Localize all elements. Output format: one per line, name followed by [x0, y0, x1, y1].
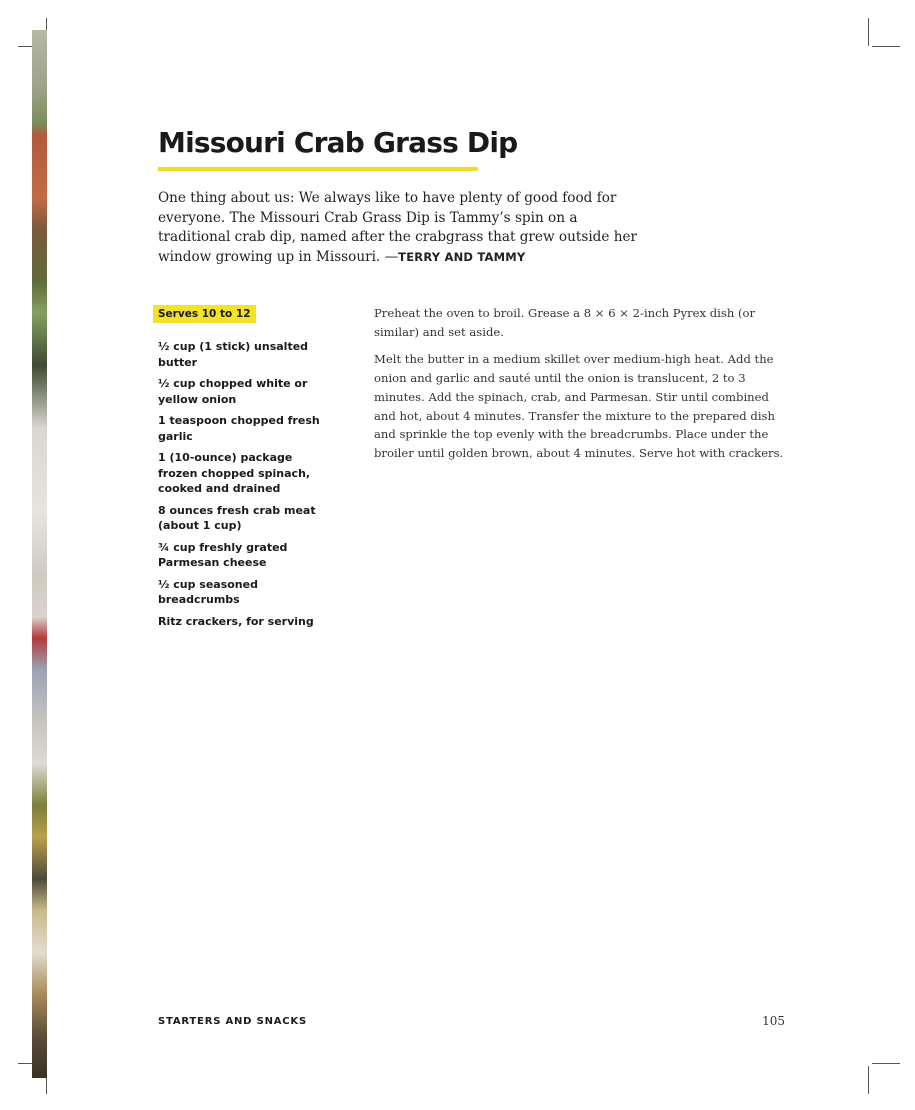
ingredient-item: ½ cup seasoned breadcrumbs	[158, 577, 258, 606]
crop-mark	[868, 1066, 869, 1094]
ingredients-list	[158, 339, 333, 635]
crop-mark	[872, 1063, 900, 1064]
serves-badge: Serves 10 to 12	[153, 305, 256, 323]
recipe-intro	[158, 189, 638, 267]
photo-bleed-strip	[32, 30, 47, 1078]
footer-section-title: STARTERS AND SNACKS	[158, 1016, 307, 1027]
ingredient-item: ½ cup chopped white or yellow onion	[158, 377, 308, 406]
intro-text: One thing about us: We always like to have plenty of good food for everyone. The Missouri Crab Grass Dip is Tammy’s spin on a traditional crab dip, named after the crabgrass that grew outside her window growing up in Missouri. —	[158, 190, 638, 265]
method-steps	[374, 304, 789, 472]
ingredient-item: 1 (10-ounce) package frozen chopped spinach, cooked and drained	[158, 451, 311, 495]
crop-mark	[868, 18, 869, 46]
title-underline	[158, 167, 478, 171]
ingredient-item: 8 ounces fresh crab meat (about 1 cup)	[158, 503, 316, 532]
intro-credit: TERRY AND TAMMY	[398, 249, 526, 264]
method-step: Melt the butter in a medium skillet over medium-high heat. Add the onion and garlic and sauté until the onion is translucent, 2 to 3 minutes. Add the spinach, crab, and Parmesan. Stir until combined and hot, about 4 minutes. Transfer the mixture to the prepared dish and sprinkle the top evenly with the breadcrumbs. Place under the broiler until golden brown, about 4 minutes. Serve hot with crackers.	[374, 352, 784, 460]
ingredient-item: ¾ cup freshly grated Parmesan cheese	[158, 540, 288, 569]
recipe-title: Missouri Crab Grass Dip	[158, 126, 518, 159]
page-number: 105	[762, 1014, 785, 1028]
method-step: Preheat the oven to broil. Grease a 8 × 6 × 2-inch Pyrex dish (or similar) and set aside.	[374, 306, 756, 339]
crop-mark	[872, 46, 900, 47]
ingredient-item: 1 teaspoon chopped fresh garlic	[158, 414, 320, 443]
ingredient-item: ½ cup (1 stick) unsalted butter	[158, 340, 309, 369]
ingredient-item: Ritz crackers, for serving	[158, 614, 314, 628]
